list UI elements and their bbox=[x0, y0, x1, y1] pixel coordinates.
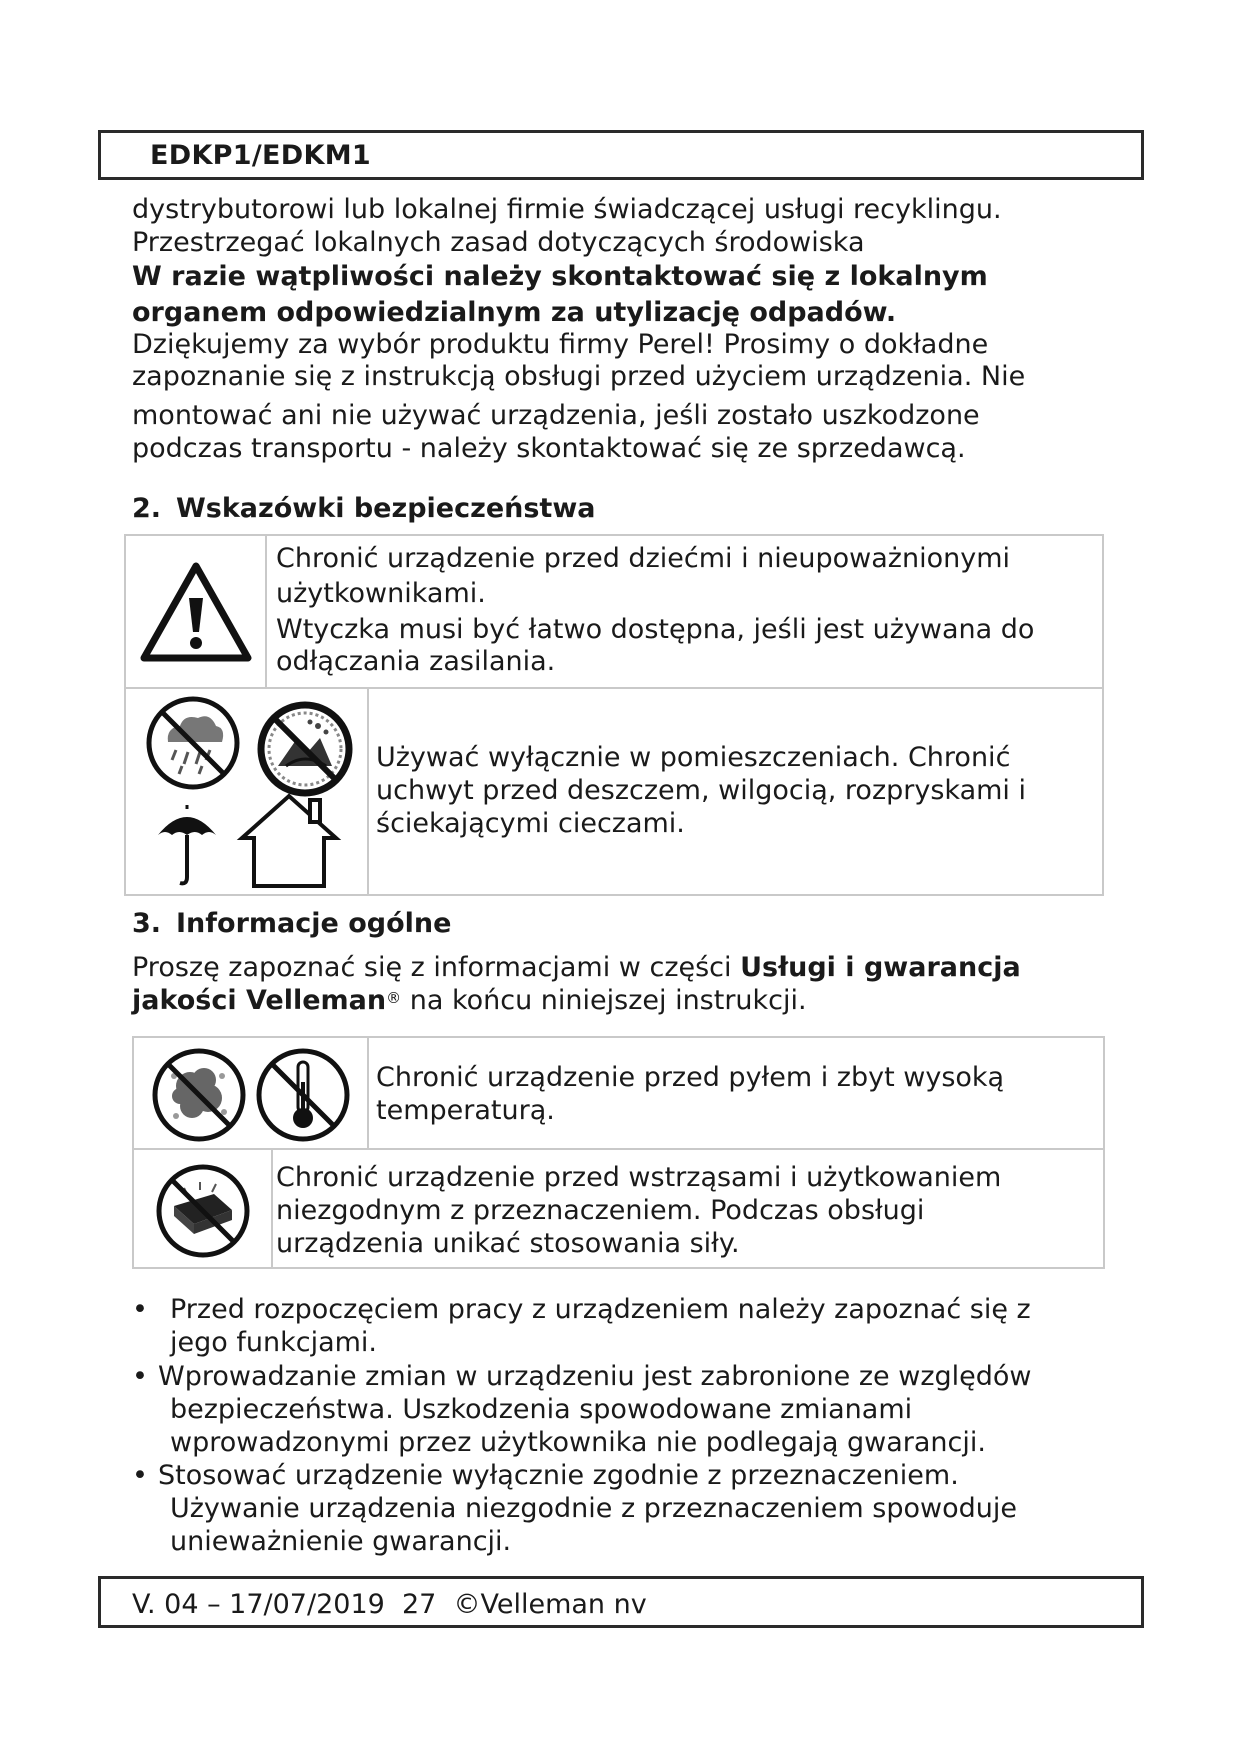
bullet-marker: • bbox=[132, 1294, 148, 1325]
table-divider bbox=[367, 687, 369, 896]
bullet-text: Stosować urządzenie wyłącznie zgodnie z przeznaczeniem. bbox=[158, 1460, 959, 1491]
info-bold-text: jakości Velleman bbox=[132, 985, 387, 1016]
table-divider bbox=[265, 534, 267, 688]
intro-line: montować ani nie używać urządzenia, jeśli zostało uszkodzone bbox=[132, 400, 980, 431]
warning-icon bbox=[138, 560, 254, 664]
bullet-text: wprowadzonymi przez użytkownika nie podlegają gwarancji. bbox=[170, 1427, 986, 1458]
cell-text: Chronić urządzenie przed wstrząsami i użytkowaniem bbox=[276, 1162, 1002, 1193]
no-heat-icon bbox=[254, 1046, 352, 1144]
intro-line: dystrybutorowi lub lokalnej firmie świadczącej usługi recyklingu. bbox=[132, 194, 1002, 225]
intro-bold-line: W razie wątpliwości należy skontaktować się z lokalnym bbox=[132, 261, 988, 292]
cell-text: użytkownikami. bbox=[276, 578, 486, 609]
bullet-text: unieważnienie gwarancji. bbox=[170, 1526, 512, 1557]
intro-line: Przestrzegać lokalnych zasad dotyczących środowiska bbox=[132, 227, 865, 258]
bullet-text: jego funkcjami. bbox=[170, 1327, 377, 1358]
intro-bold-line: organem odpowiedzialnym za utylizację odpadów. bbox=[132, 297, 897, 328]
intro-line: zapoznanie się z instrukcją obsługi przed użyciem urządzenia. Nie bbox=[132, 361, 1026, 392]
cell-text: Używać wyłącznie w pomieszczeniach. Chronić bbox=[376, 742, 1011, 773]
bullet-text: Wprowadzanie zmian w urządzeniu jest zabronione ze względów bbox=[158, 1361, 1032, 1392]
cell-text: niezgodnym z przeznaczeniem. Podczas obsługi bbox=[276, 1195, 925, 1226]
section-number: 2. bbox=[132, 493, 162, 524]
no-dust-icon bbox=[150, 1046, 248, 1144]
no-impact-icon bbox=[154, 1162, 252, 1260]
section-title: Informacje ogólne bbox=[176, 908, 452, 939]
section-number: 3. bbox=[132, 908, 162, 939]
document-title: EDKP1/EDKM1 bbox=[150, 140, 371, 171]
cell-text: Chronić urządzenie przed dziećmi i nieupoważnionymi bbox=[276, 543, 1010, 574]
table-divider bbox=[367, 1036, 369, 1149]
table-divider bbox=[132, 1148, 1105, 1150]
bullet-text: bezpieczeństwa. Uszkodzenia spowodowane zmianami bbox=[170, 1394, 913, 1425]
no-rain-icon bbox=[144, 694, 242, 792]
intro-line: Dziękujemy za wybór produktu firmy Perel! Prosimy o dokładne bbox=[132, 329, 989, 360]
info-paragraph-line bbox=[132, 954, 1021, 981]
info-text: na końcu niniejszej instrukcji. bbox=[401, 985, 807, 1016]
cell-text: Wtyczka musi być łatwo dostępna, jeśli jest używana do bbox=[276, 614, 1035, 645]
bullet-marker: • bbox=[132, 1361, 148, 1392]
indoor-house-icon bbox=[234, 790, 344, 890]
info-text: Proszę zapoznać się z informacjami w części bbox=[132, 952, 741, 983]
info-paragraph-line bbox=[132, 987, 807, 1014]
cell-text: ściekającymi cieczami. bbox=[376, 808, 685, 839]
cell-text: odłączania zasilania. bbox=[276, 646, 556, 677]
no-water-splash-icon bbox=[256, 700, 354, 798]
bullet-marker: • bbox=[132, 1460, 148, 1491]
info-bold-text: Usługi i gwarancja bbox=[740, 952, 1021, 983]
cell-text: uchwyt przed deszczem, wilgocią, rozpryskami i bbox=[376, 775, 1027, 806]
intro-line: podczas transportu - należy skontaktować się ze sprzedawcą. bbox=[132, 433, 966, 464]
section-title: Wskazówki bezpieczeństwa bbox=[176, 493, 596, 524]
cell-text: urządzenia unikać stosowania siły. bbox=[276, 1228, 740, 1259]
bullet-text: Przed rozpoczęciem pracy z urządzeniem należy zapoznać się z bbox=[170, 1294, 1031, 1325]
table-divider bbox=[271, 1148, 273, 1269]
registered-mark: ® bbox=[386, 989, 402, 1007]
footer-text: V. 04 – 17/07/2019 27 ©Velleman nv bbox=[132, 1589, 647, 1620]
cell-text: temperaturą. bbox=[376, 1095, 555, 1126]
umbrella-icon bbox=[154, 805, 220, 887]
cell-text: Chronić urządzenie przed pyłem i zbyt wysoką bbox=[376, 1062, 1005, 1093]
bullet-text: Używanie urządzenia niezgodnie z przeznaczeniem spowoduje bbox=[170, 1493, 1017, 1524]
table-divider bbox=[124, 687, 1104, 689]
